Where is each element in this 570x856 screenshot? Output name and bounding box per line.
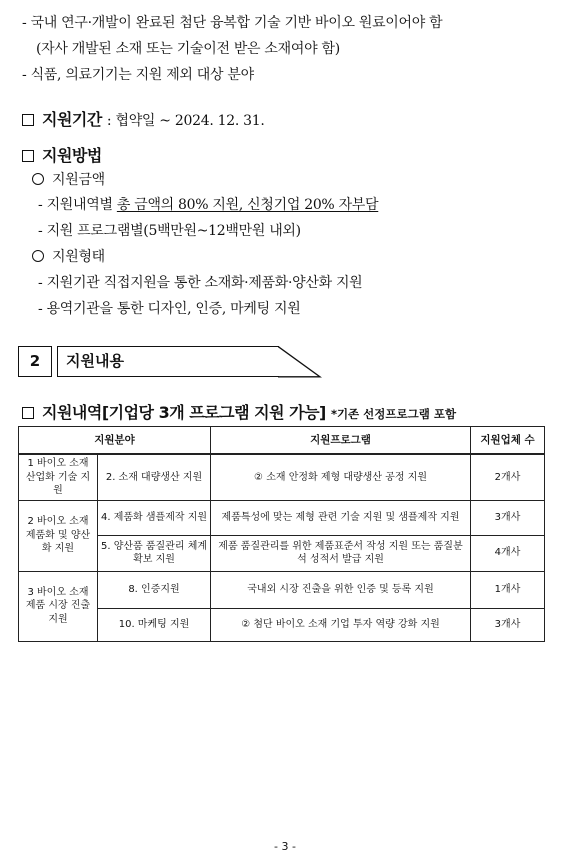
- count-cell: 3개사: [471, 608, 545, 641]
- circle-bullet-icon: [32, 173, 44, 185]
- requirement-line-2: (자사 개발된 소재 또는 기술이전 받은 소재여야 함): [36, 41, 340, 57]
- sub-program-cell: 8. 인증지원: [98, 571, 211, 608]
- header-program: 지원프로그램: [211, 427, 471, 455]
- details-heading: [22, 400, 456, 423]
- table-row: [19, 535, 545, 571]
- sub-program-cell: 10. 마케팅 지원: [98, 608, 211, 641]
- field-cell: 3 바이오 소재 제품 시장 진출 지원: [19, 571, 98, 641]
- method-line-1: - 지원내역별 총 금액의 80% 지원, 신청기업 20% 자부담: [38, 197, 379, 213]
- count-cell: 3개사: [471, 500, 545, 535]
- section-title: 지원내용: [57, 346, 279, 377]
- table-row: [19, 608, 545, 641]
- table-row: [19, 571, 545, 608]
- header-count: 지원업체 수: [471, 427, 545, 455]
- program-cell: 제품 품질관리를 위한 제품표준서 작성 지원 또는 품질분석 성적서 발급 지원: [211, 535, 471, 571]
- field-cell: 2 바이오 소재 제품화 및 양산화 지원: [19, 500, 98, 571]
- count-cell: 4개사: [471, 535, 545, 571]
- method-heading: [22, 143, 102, 166]
- field-cell: 1 바이오 소재 산업화 기술 지원: [19, 454, 98, 500]
- table-row: [19, 454, 545, 500]
- requirement-line-3: - 식품, 의료기기는 지원 제외 대상 분야: [22, 67, 254, 83]
- period-heading: [22, 107, 265, 130]
- section-number: 2: [18, 346, 52, 377]
- method-line-2: - 지원 프로그램별(5백만원~12백만원 내외): [38, 223, 301, 239]
- requirement-line-1: - 국내 연구·개발이 완료된 첨단 융복합 기술 기반 바이오 원료이어야 함: [22, 15, 443, 31]
- count-cell: 1개사: [471, 571, 545, 608]
- checkbox-square-icon: [22, 407, 34, 419]
- page-number: - 3 -: [274, 840, 296, 853]
- method-line-4: - 용역기관을 통한 디자인, 인증, 마케팅 지원: [38, 301, 301, 317]
- details-note: *기존 선정프로그램 포함: [330, 407, 457, 421]
- period-value: : 협약일 ~ 2024. 12. 31.: [106, 113, 265, 129]
- checkbox-square-icon: [22, 150, 34, 162]
- count-cell: 2개사: [471, 454, 545, 500]
- method-sub-amount: 지원금액: [32, 169, 105, 189]
- circle-bullet-icon: [32, 250, 44, 262]
- header-field: 지원분야: [19, 427, 211, 455]
- support-table: [18, 426, 545, 642]
- method-title: 지원방법: [42, 146, 102, 165]
- method-sub-type: 지원형태: [32, 246, 105, 266]
- program-cell: ② 첨단 바이오 소재 기업 투자 역량 강화 지원: [211, 608, 471, 641]
- sub-program-cell: 5. 양산품 품질관리 체계 확보 지원: [98, 535, 211, 571]
- table-row: [19, 500, 545, 535]
- sub-program-cell: 4. 제품화 샘플제작 지원: [98, 500, 211, 535]
- cost-share-text: 총 금액의 80% 지원, 신청기업 20% 자부담: [116, 197, 379, 213]
- sub-program-cell: 2. 소재 대량생산 지원: [98, 454, 211, 500]
- table-header-row: [19, 427, 545, 455]
- method-line-3: - 지원기관 직접지원을 통한 소재화·제품화·양산화 지원: [38, 275, 363, 291]
- period-title: 지원기간: [42, 110, 102, 129]
- section-tab-slant: [278, 346, 322, 378]
- program-cell: 제품특성에 맞는 제형 관련 기술 지원 및 샘플제작 지원: [211, 500, 471, 535]
- program-cell: ② 소재 안정화 제형 대량생산 공정 지원: [211, 454, 471, 500]
- details-title: 지원내역[기업당 3개 프로그램 지원 가능]: [42, 403, 326, 422]
- checkbox-square-icon: [22, 114, 34, 126]
- program-cell: 국내외 시장 진출을 위한 인증 및 등록 지원: [211, 571, 471, 608]
